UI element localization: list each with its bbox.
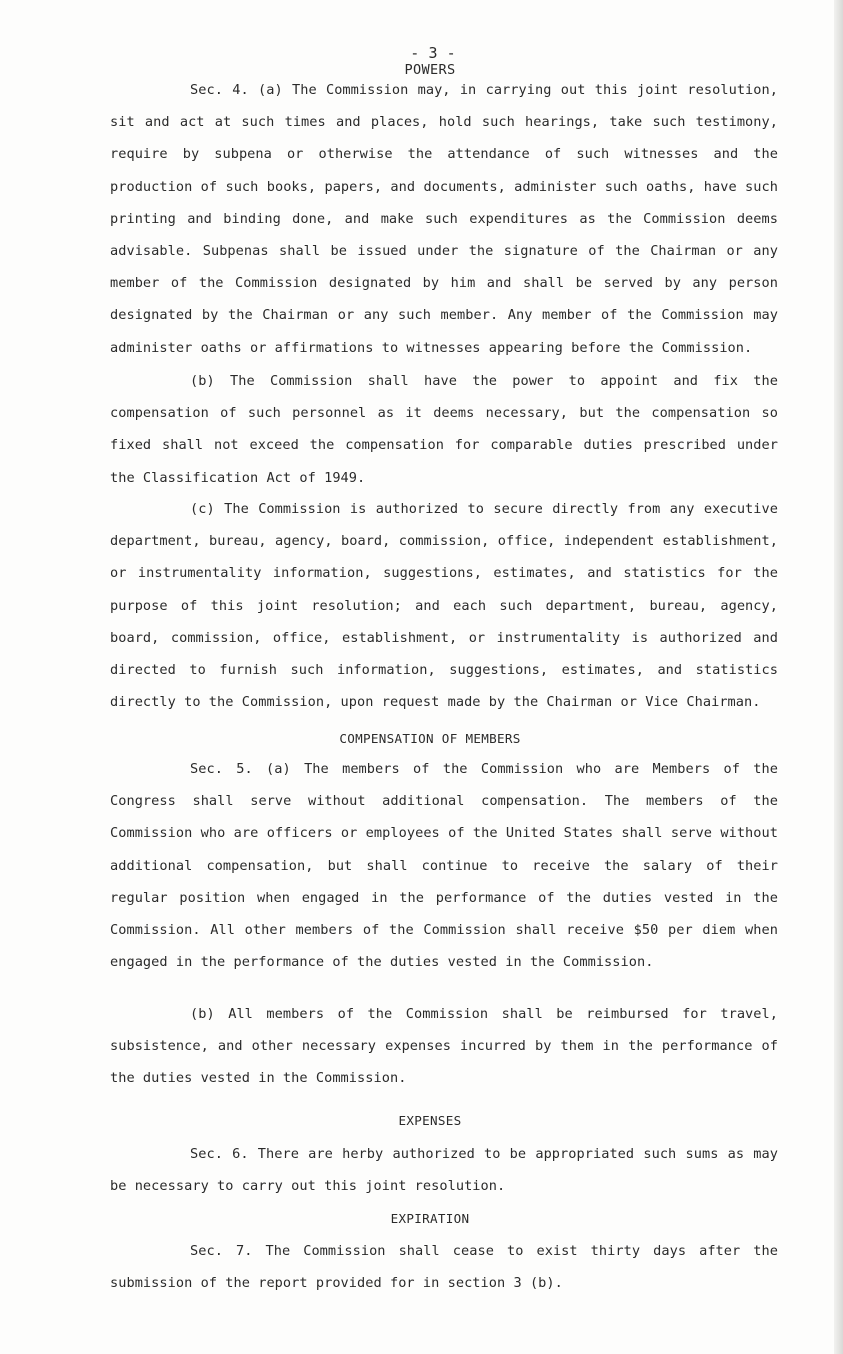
page-edge-shadow <box>834 0 843 1354</box>
section-7-paragraph: Sec. 7. The Commission shall cease to exist thirty days after the submission of the report provided for in section 3 (b). <box>110 1243 778 1292</box>
section-5b-paragraph: (b) All members of the Commission shall be reimbursed for travel, subsistence, and other necessary expenses incurred by them in the performance of the duties vested in the Commission. <box>110 1006 778 1087</box>
heading-expiration: EXPIRATION <box>390 1211 470 1226</box>
section-4b-paragraph: (b) The Commission shall have the power to appoint and fix the compensation of such personnel as it deems necessary, but the compensation so fixed shall not exceed the compensation for comparable duties prescribed under the Classification Act of 1949. <box>110 373 778 486</box>
heading-compensation-of-members: COMPENSATION OF MEMBERS <box>339 731 521 746</box>
section-4a-paragraph: Sec. 4. (a) The Commission may, in carrying out this joint resolution, sit and act at such times and places, hold such hearings, take such testimony, require by subpena or otherwise the attendance of such witnesses and the production of such books, papers, and documents, administer such oaths, have such printing and binding done, and make such expenditures as the Commission deems advisable. Subpenas shall be issued under the signature of the Chairman or any member of the Commission designated by him and shall be served by any person designated by the Chairman or any such member. Any member of the Commission may administer oaths or affirmations to witnesses appearing before the Commission. <box>110 82 778 356</box>
heading-expenses: EXPENSES <box>398 1113 462 1128</box>
section-4c-paragraph: (c) The Commission is authorized to secure directly from any executive department, bureau, agency, board, commission, office, independent establishment, or instrumentality information, suggestions, estimates, and statistics for the purpose of this joint resolution; and each such department, bureau, agency, board, commission, office, establishment, or instrumentality is authorized and directed to furnish such information, suggestions, estimates, and statistics directly to the Commission, upon request made by the Chairman or Vice Chairman. <box>110 501 778 711</box>
section-5a-paragraph: Sec. 5. (a) The members of the Commission who are Members of the Congress shall serve without additional compensation. The members of the Commission who are officers or employees of the United States shall serve without additional compensation, but shall continue to receive the salary of their regular position when engaged in the performance of the duties vested in the Commission. All other members of the Commission shall receive $50 per diem when engaged in the performance of the duties vested in the Commission. <box>110 761 778 971</box>
page-number: - 3 - <box>410 44 456 62</box>
section-6-paragraph: Sec. 6. There are herby authorized to be appropriated such sums as may be necessary to carry out this joint resolution. <box>110 1146 778 1195</box>
heading-powers: POWERS <box>404 62 456 78</box>
